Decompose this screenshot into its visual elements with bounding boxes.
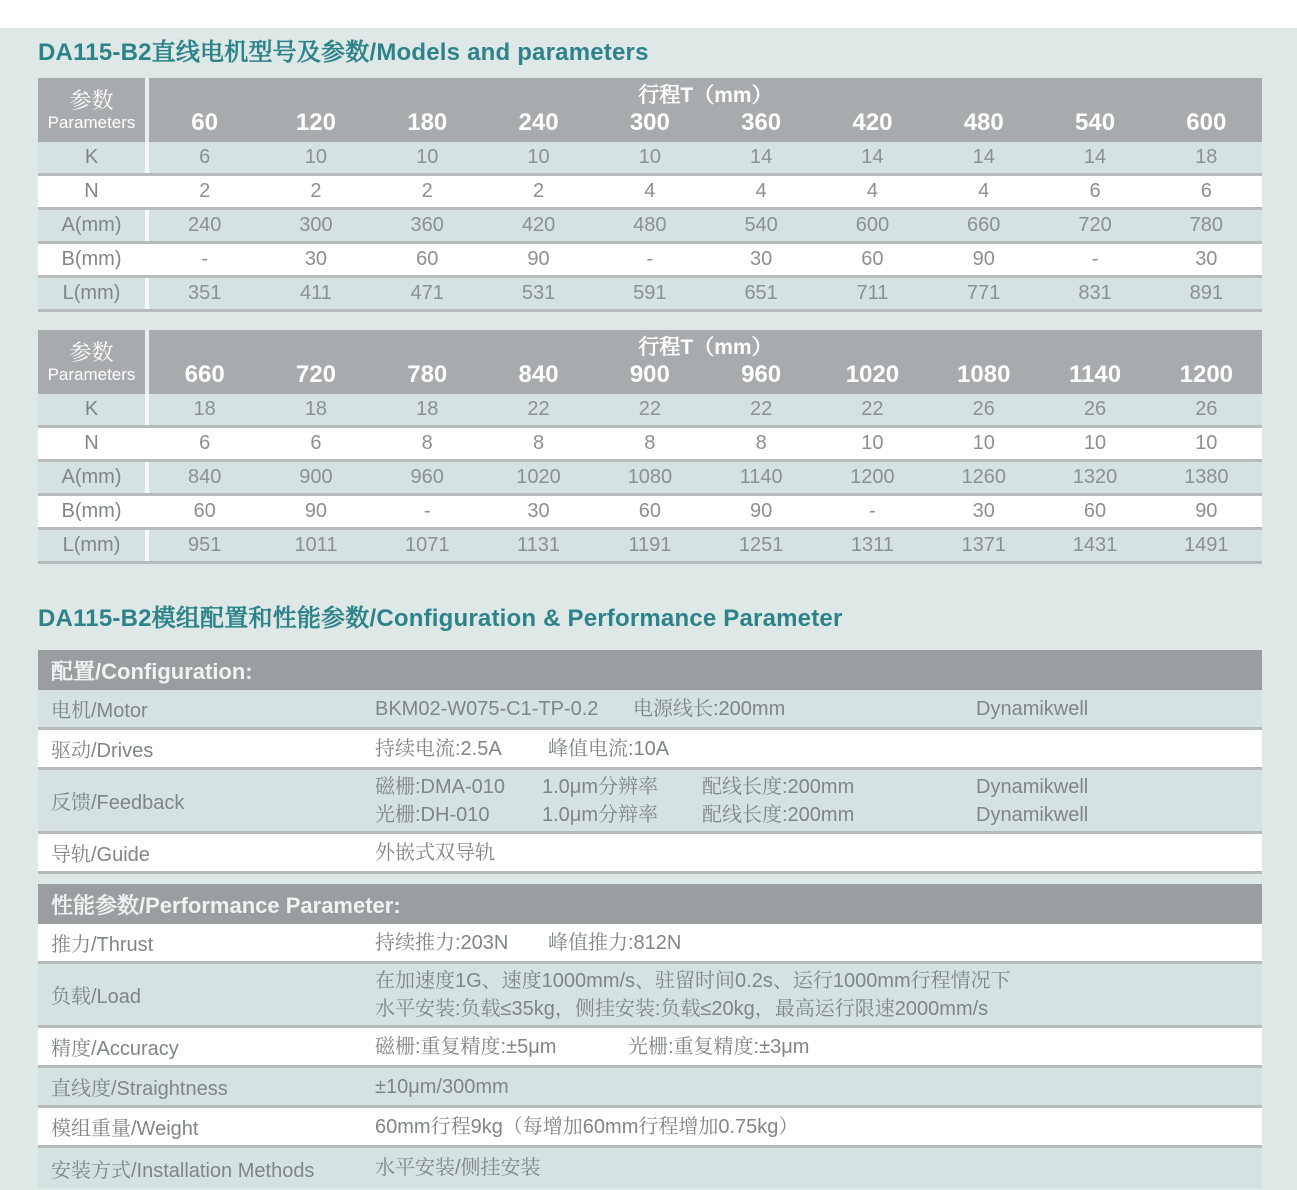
stroke-column-header: 1020	[845, 361, 900, 388]
value-segment: 1.0μm分辨率	[542, 775, 658, 798]
row-values	[375, 690, 1262, 727]
value-segment: 持续电流:2.5A	[375, 737, 502, 760]
stroke-column-header: 660	[184, 361, 225, 388]
stroke-column-header: 600	[1186, 109, 1227, 136]
value-cell: 60	[638, 500, 661, 522]
row-values	[375, 1068, 1262, 1105]
value-segment: 水平安装/侧挂安装	[375, 1157, 541, 1179]
performance-table	[38, 884, 1262, 1188]
value-cell: 4	[978, 180, 990, 202]
row-label: B(mm)	[38, 496, 149, 527]
value-cell: 1380	[1184, 466, 1229, 488]
value-cell: 90	[750, 500, 773, 522]
stroke-column-header: 1140	[1068, 361, 1122, 388]
row-cells	[149, 394, 1262, 425]
stroke-column-header: 480	[963, 109, 1004, 136]
row-cells	[149, 462, 1262, 493]
value-segment: 外嵌式双导轨	[375, 841, 495, 864]
value-segment: Dynamikwell	[976, 803, 1089, 826]
value-cell: 10	[861, 432, 884, 454]
datasheet-content	[38, 28, 1262, 1188]
row-label: 导轨/Guide	[51, 844, 150, 866]
stroke-column-header: 540	[1075, 109, 1116, 136]
row-label: 模组重量/Weight	[51, 1118, 199, 1140]
config-section-title: DA115-B2模组配置和性能参数/Configuration & Performance Parameter	[38, 605, 843, 632]
value-cell: 1191	[628, 534, 672, 556]
stroke-column-header: 240	[518, 109, 559, 136]
value-cell: 891	[1189, 282, 1223, 304]
value-cell: 1251	[738, 534, 784, 556]
parameters-label-en: Parameters	[47, 364, 136, 384]
value-line	[375, 735, 1262, 763]
row-label: N	[38, 428, 149, 459]
configuration-row	[38, 730, 1262, 770]
spec-row-amm	[38, 462, 1262, 496]
row-values	[375, 1148, 1262, 1188]
configuration-table	[38, 650, 1262, 874]
stroke-column-header: 180	[407, 109, 448, 136]
stroke-column-header: 780	[407, 361, 448, 388]
row-cells	[149, 142, 1262, 173]
row-cells	[149, 176, 1262, 207]
value-segment: BKM02-W075-C1-TP-0.2	[375, 697, 599, 720]
spec-row-amm	[38, 210, 1262, 244]
row-cells	[149, 244, 1262, 275]
value-cell: 951	[187, 534, 222, 556]
value-cell: 30	[1195, 248, 1218, 270]
value-cell: 60	[193, 500, 216, 522]
row-values	[375, 924, 1262, 961]
value-cell: 10	[972, 432, 995, 454]
value-cell: 6	[1089, 180, 1101, 202]
stroke-column-header: 1080	[957, 361, 1011, 388]
performance-row	[38, 1148, 1262, 1188]
value-cell: 1431	[1072, 534, 1118, 556]
value-cell: 4	[755, 180, 767, 202]
value-cell: 60	[416, 248, 439, 270]
value-cell: -	[201, 248, 208, 270]
spec-row-k	[38, 394, 1262, 428]
row-cells	[149, 496, 1262, 527]
stroke-header-area	[149, 330, 1262, 394]
row-values	[375, 770, 1262, 831]
value-cell: 10	[638, 146, 661, 168]
stroke-column-header: 900	[629, 361, 670, 388]
value-cell: 14	[750, 146, 773, 168]
value-cell: 840	[187, 466, 222, 488]
value-line	[375, 839, 1262, 867]
value-cell: 600	[855, 214, 890, 236]
models-section-title: DA115-B2直线电机型号及参数/Models and parameters	[38, 39, 649, 66]
row-label: K	[38, 394, 149, 425]
stroke-title: 行程T（mm）	[638, 336, 773, 359]
parameters-corner-cell	[38, 330, 149, 394]
stroke-column-header: 420	[852, 109, 893, 136]
value-cell: 540	[744, 214, 778, 236]
row-cells	[149, 278, 1262, 309]
value-cell: 26	[972, 398, 995, 420]
spec-tables-host	[38, 78, 1262, 564]
row-values	[375, 834, 1262, 871]
value-cell: 22	[638, 398, 661, 420]
row-label: N	[38, 176, 149, 207]
value-segment: 峰值电流:10A	[548, 737, 670, 760]
value-cell: 4	[644, 180, 656, 202]
value-segment: 配线长度:200mm	[702, 803, 855, 826]
value-line	[375, 801, 1262, 829]
value-segment: 峰值推力:812N	[548, 931, 682, 954]
value-cell: 22	[861, 398, 884, 420]
value-cell: 351	[187, 282, 222, 304]
value-cell: 18	[193, 398, 216, 420]
value-cell: 471	[410, 282, 444, 304]
value-cell: 60	[861, 248, 884, 270]
value-cell: 8	[755, 432, 767, 454]
row-cells	[149, 428, 1262, 459]
spec-row-lmm	[38, 530, 1262, 564]
row-values	[375, 1108, 1262, 1145]
spec-row-bmm	[38, 496, 1262, 530]
row-label: B(mm)	[38, 244, 149, 275]
value-cell: 30	[527, 500, 550, 522]
row-label: 电机/Motor	[51, 700, 148, 722]
value-cell: -	[1091, 248, 1099, 270]
value-cell: 30	[304, 248, 328, 270]
row-label: 直线度/Straightness	[51, 1078, 228, 1100]
value-cell: 6	[310, 432, 322, 454]
configuration-band: 配置/Configuration:	[38, 650, 1262, 690]
row-values	[375, 964, 1262, 1025]
value-cell: 18	[1195, 146, 1218, 168]
stroke-column-header: 60	[191, 109, 218, 136]
value-cell: 6	[1200, 180, 1212, 202]
value-cell: 6	[199, 146, 211, 168]
spec-table-header	[38, 330, 1262, 394]
value-cell: 960	[410, 466, 444, 488]
value-segment: ±10μm/300mm	[375, 1075, 509, 1098]
value-line	[375, 695, 1262, 723]
row-label: L(mm)	[38, 278, 149, 309]
value-cell: 240	[187, 214, 222, 236]
value-segment: 在加速度1G、速度1000mm/s、驻留时间0.2s、运行1000mm行程情况下	[375, 969, 1011, 992]
performance-row	[38, 1028, 1262, 1068]
value-cell: 660	[967, 214, 1001, 236]
value-cell: 90	[1195, 500, 1218, 522]
value-line	[375, 1113, 1262, 1141]
value-line	[375, 995, 1262, 1023]
value-cell: 1080	[627, 466, 673, 488]
parameters-label-cn: 参数	[69, 339, 114, 365]
row-label: L(mm)	[38, 530, 149, 561]
stroke-columns	[149, 360, 1262, 394]
stroke-column-header: 120	[295, 109, 336, 136]
value-cell: 2	[532, 180, 545, 202]
value-cell: 420	[521, 214, 556, 236]
row-label: A(mm)	[38, 462, 149, 493]
value-cell: 360	[410, 214, 444, 236]
value-cell: 10	[527, 146, 550, 168]
value-cell: 10	[1195, 432, 1218, 454]
value-cell: 18	[416, 398, 439, 420]
value-segment: 光栅:DH-010	[375, 803, 490, 826]
value-cell: 831	[1078, 282, 1112, 304]
value-cell: 1260	[961, 466, 1006, 488]
value-cell: 10	[1083, 432, 1107, 454]
value-cell: 300	[299, 214, 333, 236]
value-cell: 8	[421, 432, 433, 454]
value-cell: 1491	[1184, 534, 1229, 556]
performance-row	[38, 964, 1262, 1028]
value-cell: 900	[299, 466, 333, 488]
value-cell: 411	[300, 282, 332, 304]
value-cell: 22	[750, 398, 773, 420]
value-segment: 水平安装:负载≤35kg，侧挂安装:负载≤20kg，最高运行限速2000mm/s	[375, 997, 989, 1020]
value-cell: 1071	[404, 534, 450, 556]
stroke-column-header: 720	[295, 361, 336, 388]
value-segment: 配线长度:200mm	[702, 775, 855, 798]
value-cell: 720	[1078, 214, 1112, 236]
performance-row	[38, 924, 1262, 964]
value-line	[375, 929, 1262, 957]
row-label: K	[38, 142, 149, 173]
value-cell: 1140	[739, 466, 783, 488]
row-label: 安装方式/Installation Methods	[51, 1159, 315, 1182]
value-cell: -	[423, 500, 431, 522]
value-cell: 1020	[516, 466, 561, 488]
spec-table-1	[38, 78, 1262, 312]
value-segment: 磁栅:DMA-010	[375, 775, 506, 798]
value-cell: 14	[1083, 146, 1107, 168]
value-cell: 4	[866, 180, 878, 202]
row-label: 驱动/Drives	[51, 740, 154, 762]
value-cell: 18	[304, 398, 328, 420]
value-cell: 2	[199, 180, 211, 202]
value-cell: 711	[856, 282, 889, 304]
spec-row-n	[38, 176, 1262, 210]
spec-table-2	[38, 330, 1262, 564]
row-values	[375, 730, 1262, 767]
value-cell: 26	[1195, 398, 1218, 420]
value-cell: 6	[199, 432, 211, 454]
value-cell: 2	[421, 180, 433, 202]
value-cell: 1200	[850, 466, 895, 488]
stroke-column-header: 1200	[1179, 361, 1234, 388]
row-cells	[149, 530, 1262, 561]
parameters-corner-cell	[38, 78, 149, 142]
value-segment: 持续推力:203N	[375, 931, 509, 954]
performance-band: 性能参数/Performance Parameter:	[38, 884, 1262, 924]
value-cell: 60	[1083, 500, 1107, 522]
row-label: 负载/Load	[51, 986, 142, 1008]
row-values	[375, 1028, 1262, 1065]
value-cell: 10	[416, 146, 439, 168]
value-cell: 14	[972, 146, 995, 168]
stroke-columns	[149, 108, 1262, 142]
stroke-column-header: 840	[518, 361, 559, 388]
value-cell: 1371	[961, 534, 1006, 556]
row-cells	[149, 210, 1262, 241]
value-line	[375, 773, 1262, 801]
value-segment: Dynamikwell	[976, 775, 1089, 798]
configuration-row	[38, 834, 1262, 874]
value-cell: 591	[633, 282, 667, 304]
value-cell: 1131	[517, 534, 561, 556]
value-cell: 1011	[294, 534, 338, 556]
configuration-row	[38, 770, 1262, 834]
stroke-column-header: 360	[741, 109, 782, 136]
stroke-column-header: 300	[629, 109, 670, 136]
value-segment: 电源线长:200mm	[633, 697, 786, 720]
value-line	[375, 1033, 1262, 1061]
parameters-label-en: Parameters	[47, 112, 136, 132]
value-cell: 531	[521, 282, 556, 304]
value-cell: 2	[310, 180, 322, 202]
value-cell: 771	[967, 282, 1001, 304]
value-line	[375, 1073, 1262, 1101]
value-cell: 90	[972, 248, 995, 270]
value-cell: 8	[644, 432, 656, 454]
stroke-header-area	[149, 78, 1262, 142]
value-line	[375, 1154, 1262, 1182]
datasheet-page	[0, 28, 1297, 1190]
value-cell: 480	[633, 214, 667, 236]
value-segment: 1.0μm分辩率	[542, 803, 658, 826]
value-cell: 14	[861, 146, 884, 168]
configuration-row	[38, 690, 1262, 730]
row-label: 精度/Accuracy	[51, 1038, 179, 1060]
spec-row-lmm	[38, 278, 1262, 312]
spec-row-bmm	[38, 244, 1262, 278]
value-line	[375, 967, 1262, 995]
spec-row-k	[38, 142, 1262, 176]
spec-row-n	[38, 428, 1262, 462]
value-segment: Dynamikwell	[976, 697, 1089, 720]
value-segment: 磁栅:重复精度:±5μm	[375, 1035, 557, 1058]
stroke-title: 行程T（mm）	[638, 84, 773, 107]
performance-row	[38, 1068, 1262, 1108]
value-cell: 651	[744, 282, 778, 304]
value-cell: 90	[527, 248, 550, 270]
row-label: A(mm)	[38, 210, 149, 241]
value-cell: -	[646, 248, 654, 270]
value-cell: 26	[1083, 398, 1107, 420]
value-cell: 780	[1189, 214, 1223, 236]
value-segment: 光栅:重复精度:±3μm	[628, 1035, 810, 1058]
row-label: 推力/Thrust	[51, 934, 154, 956]
parameters-label-cn: 参数	[69, 87, 114, 113]
value-cell: -	[869, 500, 876, 522]
value-cell: 30	[972, 500, 995, 522]
value-cell: 30	[750, 248, 773, 270]
performance-row	[38, 1108, 1262, 1148]
value-cell: 90	[304, 500, 328, 522]
value-cell: 1311	[850, 534, 894, 556]
value-cell: 1320	[1072, 466, 1118, 488]
value-cell: 8	[532, 432, 545, 454]
value-segment: 60mm行程9kg（每增加60mm行程增加0.75kg）	[375, 1115, 799, 1138]
value-cell: 10	[304, 146, 328, 168]
row-label: 反馈/Feedback	[51, 792, 185, 814]
spec-table-header	[38, 78, 1262, 142]
value-cell: 22	[527, 398, 550, 420]
stroke-column-header: 960	[741, 361, 782, 388]
